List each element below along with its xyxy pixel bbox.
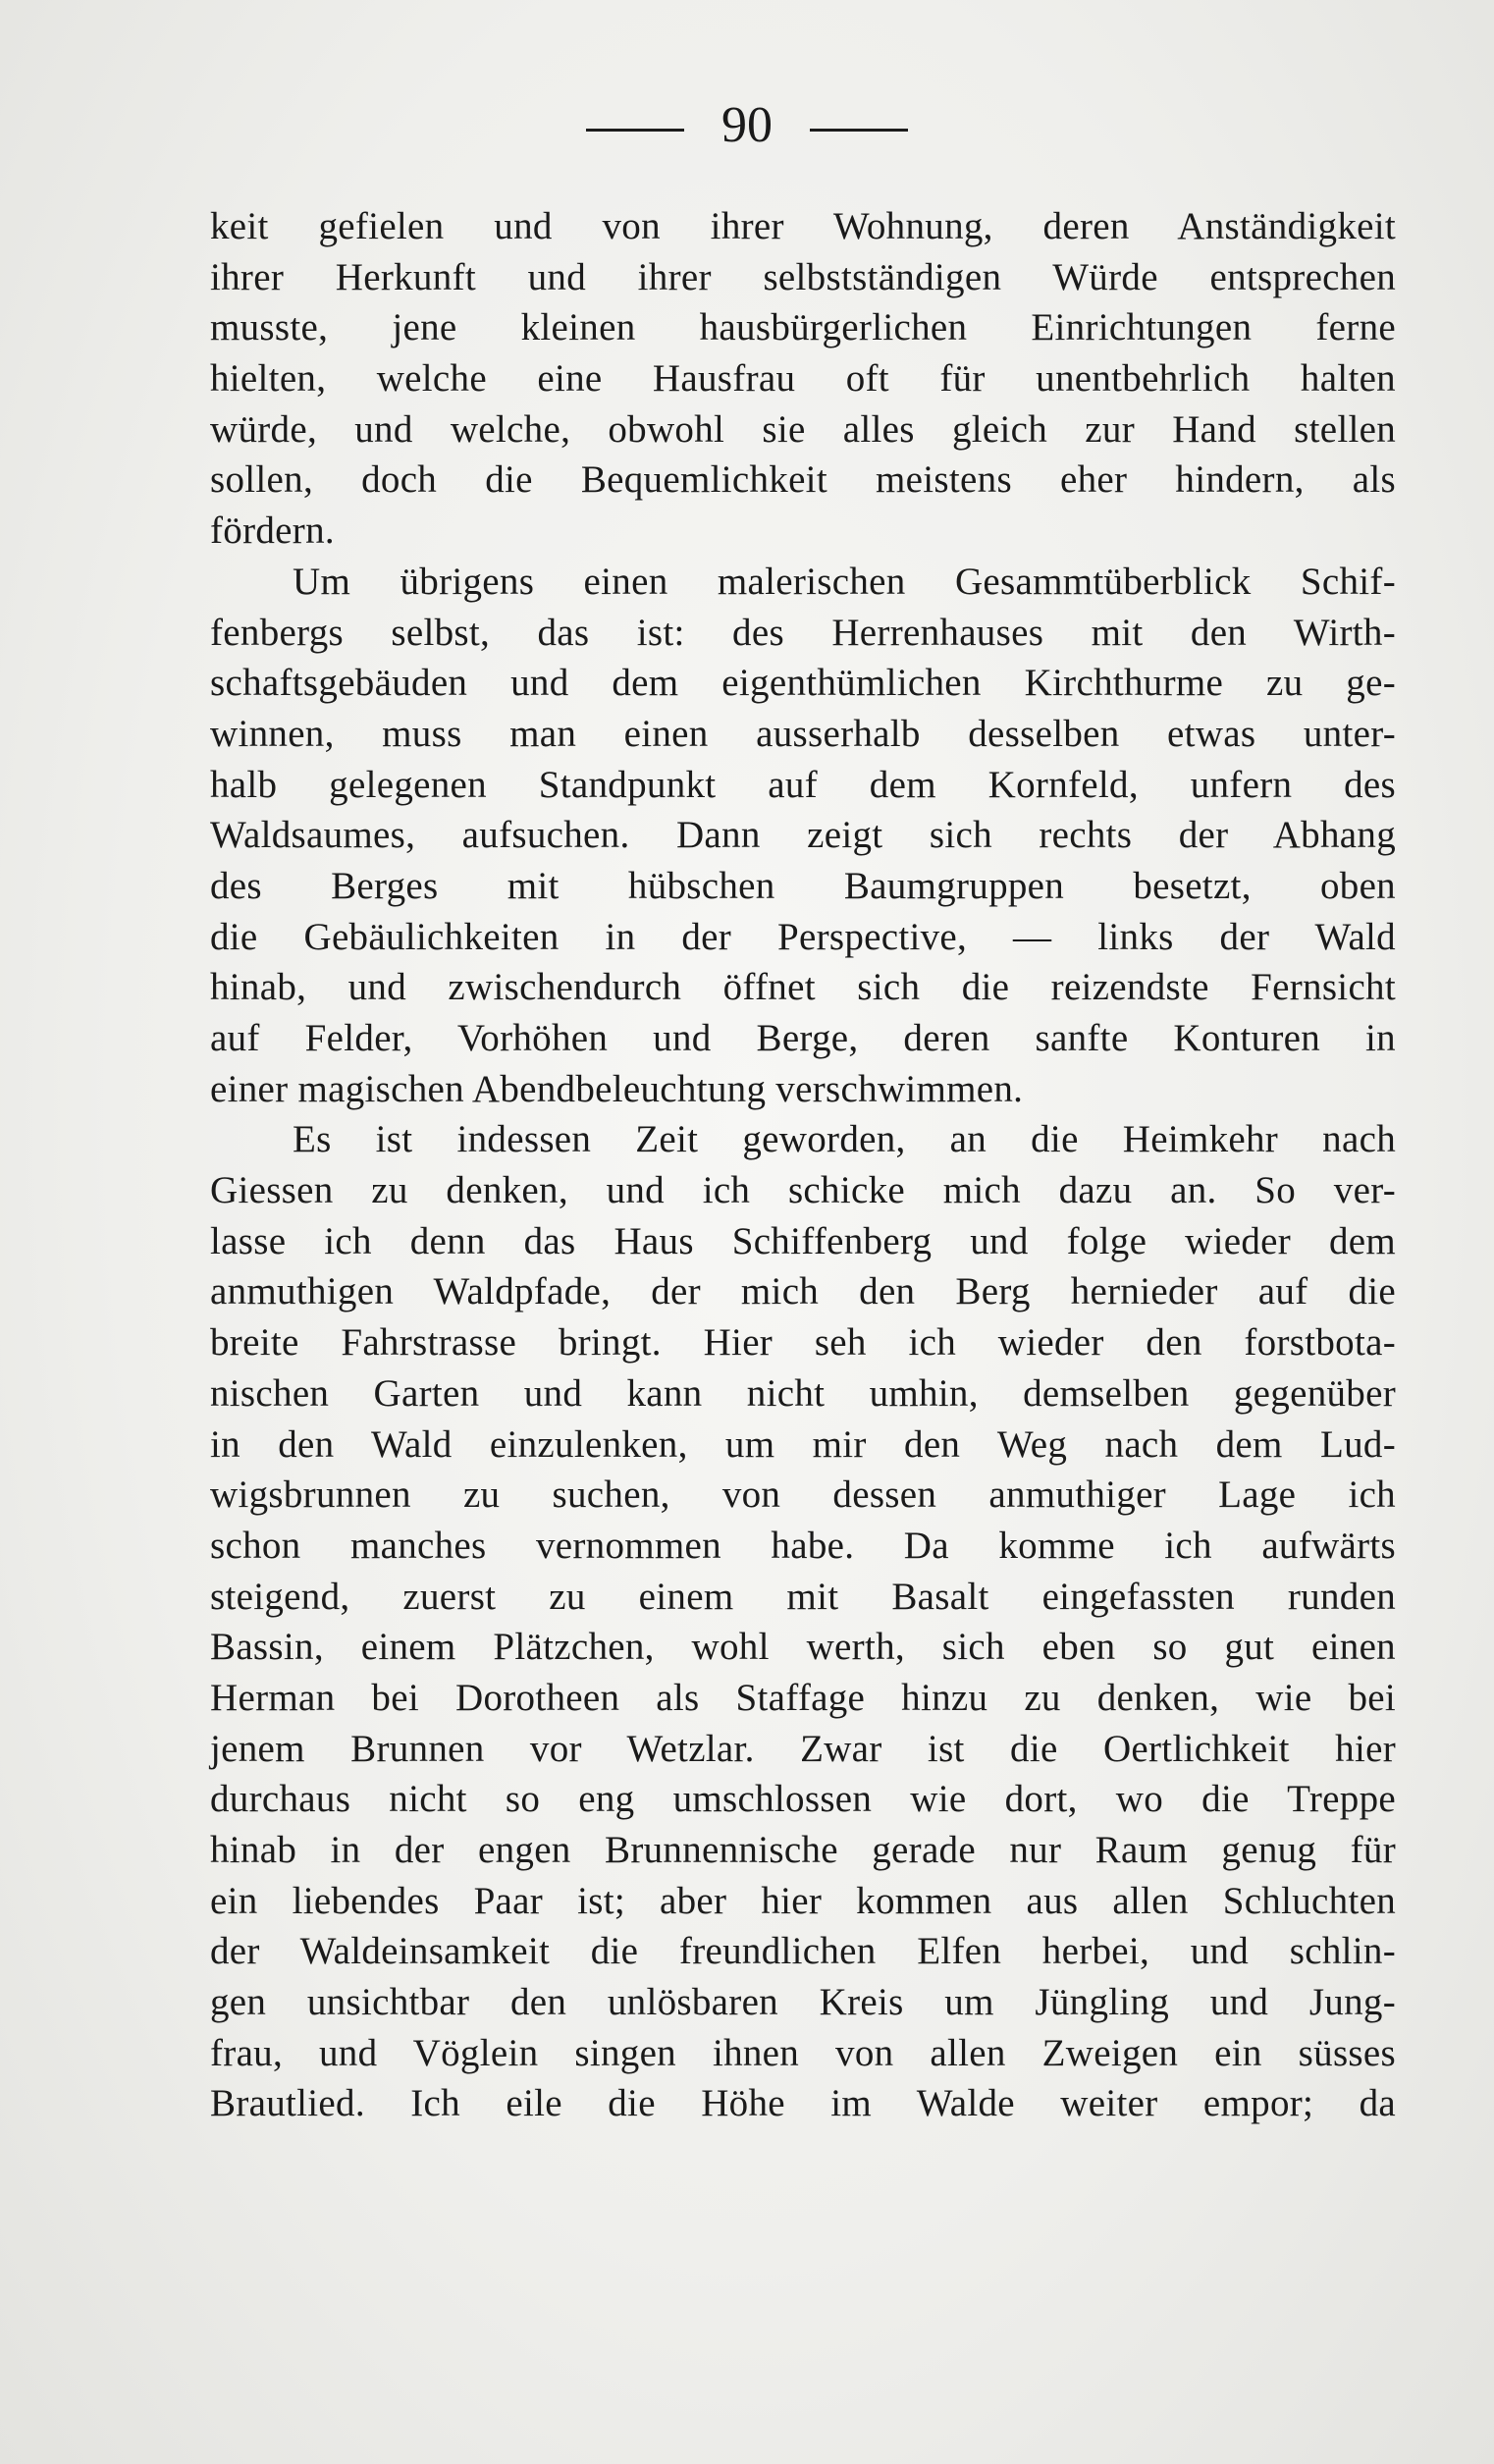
text-line: breite Fahrstrasse bringt. Hier seh ich wieder den forstbota- [210,1321,1396,1365]
text-line: fenbergs selbst, das ist: des Herrenhauses mit den Wirth- [210,611,1396,654]
text-line: auf Felder, Vorhöhen und Berge, deren sanfte Konturen in [210,1017,1396,1059]
text-line: Giessen zu denken, und ich schicke mich dazu an. So ver- [210,1169,1396,1212]
text-line: Brautlied. Ich eile die Höhe im Walde weiter empor; da [210,2082,1396,2125]
page-header [0,96,1494,155]
text-line: winnen, muss man einen ausserhalb desselben etwas unter- [210,712,1396,755]
text-line: hinab, und zwischendurch öffnet sich die reizendste Fernsicht [210,966,1396,1009]
body-text [210,201,1396,2129]
text-line: Waldsaumes, aufsuchen. Dann zeigt sich rechts der Abhang [210,814,1396,857]
text-line: anmuthigen Waldpfade, der mich den Berg hernieder auf die [210,1270,1396,1313]
text-line: gen unsichtbar den unlösbaren Kreis um Jüngling und Jung- [210,1981,1396,2024]
text-line: jenem Brunnen vor Wetzlar. Zwar ist die Oertlichkeit hier [210,1727,1396,1770]
header-rule-right [810,129,908,132]
text-line: der Waldeinsamkeit die freundlichen Elfen herbei, und schlin- [210,1930,1396,1973]
text-line: halb gelegenen Standpunkt auf dem Kornfeld, unfern des [210,763,1396,806]
text-line: lasse ich denn das Haus Schiffenberg und folge wieder dem [210,1219,1396,1262]
text-line: einer magischen Abendbeleuchtung verschwimmen. [210,1067,1024,1110]
text-line: schon manches vernommen habe. Da komme ich aufwärts [210,1524,1396,1567]
text-line: frau, und Vöglein singen ihnen von allen Zweigen ein süsses [210,2031,1396,2074]
page-number: 90 [721,97,773,153]
text-line: des Berges mit hübschen Baumgruppen besetzt, oben [210,864,1396,907]
text-line: Bassin, einem Plätzchen, wohl werth, sich eben so gut einen [210,1626,1396,1669]
text-line: wigsbrunnen zu suchen, von dessen anmuthiger Lage ich [210,1473,1396,1517]
text-line: Es ist indessen Zeit geworden, an die Heimkehr nach [293,1118,1396,1161]
text-line: fördern. [210,509,335,553]
text-line: Um übrigens einen malerischen Gesammtüberblick Schif- [293,560,1396,603]
text-line: hinab in der engen Brunnennische gerade nur Raum genug für [210,1829,1396,1871]
text-line: schaftsgebäuden und dem eigenthümlichen Kirchthurme zu ge- [210,662,1396,705]
text-line: steigend, zuerst zu einem mit Basalt eingefassten runden [210,1575,1396,1618]
text-line: musste, jene kleinen hausbürgerlichen Einrichtungen ferne [210,306,1396,349]
text-line: Herman bei Dorotheen als Staffage hinzu zu denken, wie bei [210,1676,1396,1719]
text-line: die Gebäulichkeiten in der Perspective, — links der Wald [210,915,1396,958]
text-line: in den Wald einzulenken, um mir den Weg nach dem Lud- [210,1422,1396,1466]
text-line: würde, und welche, obwohl sie alles gleich zur Hand stellen [210,407,1396,451]
text-line: nischen Garten und kann nicht umhin, demselben gegenüber [210,1371,1396,1415]
text-line: ein liebendes Paar ist; aber hier kommen aus allen Schluchten [210,1879,1396,1922]
text-line: hielten, welche eine Hausfrau oft für unentbehrlich halten [210,357,1396,401]
text-line: sollen, doch die Bequemlichkeit meistens eher hindern, als [210,458,1396,502]
text-line: keit gefielen und von ihrer Wohnung, deren Anständigkeit [210,205,1396,247]
text-line: durchaus nicht so eng umschlossen wie dort, wo die Treppe [210,1778,1396,1821]
text-line: ihrer Herkunft und ihrer selbstständigen Würde entsprechen [210,255,1396,298]
header-rule-left [586,129,684,132]
